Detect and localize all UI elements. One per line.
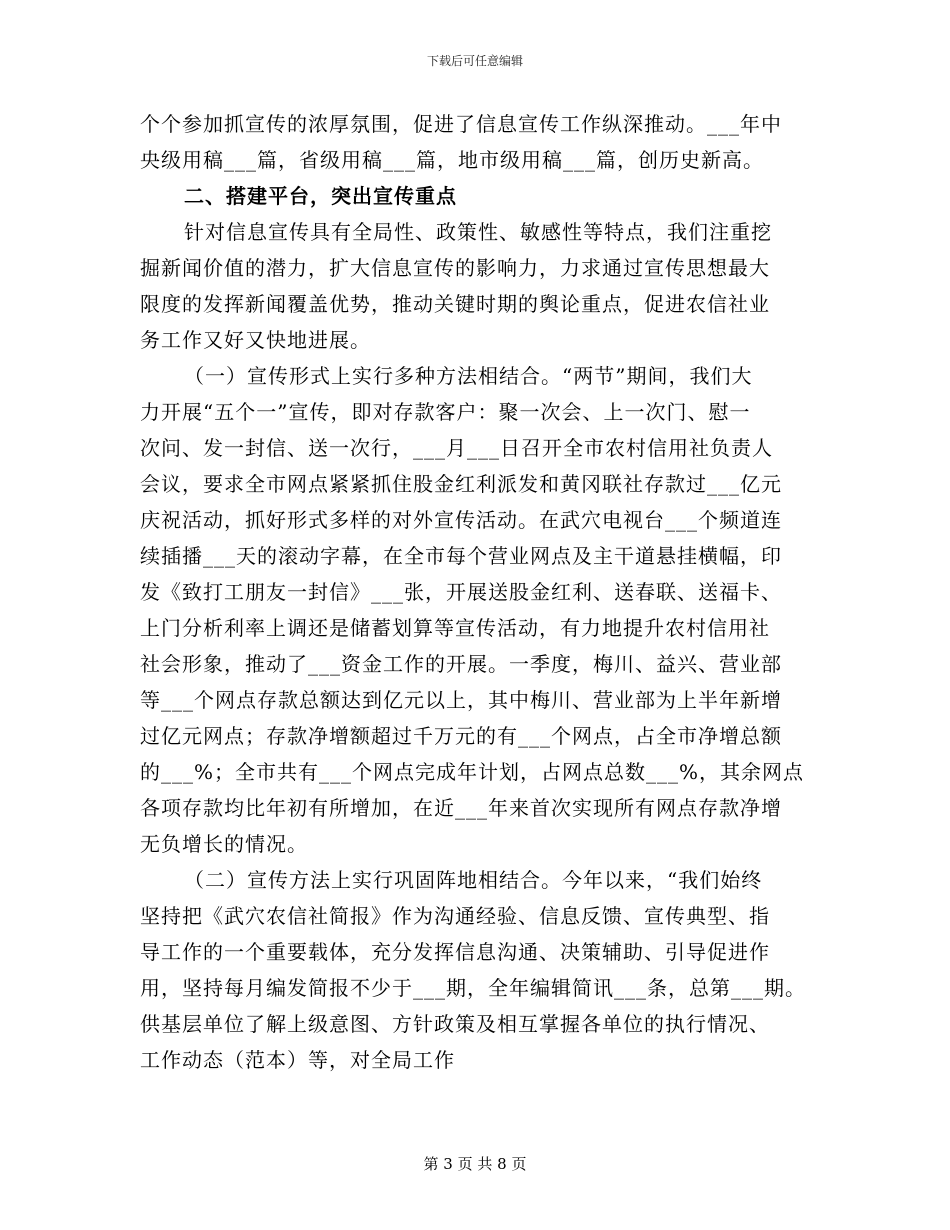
text-line: 上门分析利率上调还是储蓄划算等宣传活动，有力地提升农村信用社 — [140, 616, 770, 640]
text-line: 工作动态（范本）等，对全局工作 — [140, 1048, 455, 1072]
text-line: 务工作又好又快地进展。 — [140, 328, 371, 352]
text-line: 个个参加抓宣传的浓厚氛围，促进了信息宣传工作纵深推动。___年中 — [140, 112, 782, 136]
page-footer: 第 3 页 共 8 页 — [423, 1155, 527, 1173]
text-line: 针对信息宣传具有全局性、政策性、敏感性等特点，我们注重挖 — [184, 220, 772, 244]
text-line: 过亿元网点；存款净增额超过千万元的有___个网点，占全市净增总额 — [140, 724, 782, 748]
text-line: 等___个网点存款总额达到亿元以上，其中梅川、营业部为上半年新增 — [140, 688, 782, 712]
text-line: 次问、发一封信、送一次行，___月___日召开全市农村信用社负责人 — [140, 436, 773, 460]
text-line: 用，坚持每月编发简报不少于___期，全年编辑简讯___条，总第___期。 — [140, 976, 806, 1000]
text-line: 央级用稿___篇，省级用稿___篇，地市级用稿___篇，创历史新高。 — [140, 148, 764, 172]
text-line: 无负增长的情况。 — [140, 832, 308, 856]
text-line: 各项存款均比年初有所增加，在近___年来首次实现所有网点存款净增 — [140, 796, 782, 820]
text-line: 会议，要求全市网点紧紧抓住股金红利派发和黄冈联社存款过___亿元 — [140, 472, 782, 496]
text-line: （一）宣传形式上实行多种方法相结合。“两节”期间，我们大 — [184, 364, 753, 388]
section-heading: 二、搭建平台，突出宣传重点 — [184, 184, 457, 208]
text-line: 坚持把《武穴农信社简报》作为沟通经验、信息反馈、宣传典型、指 — [140, 904, 770, 928]
text-line: 力开展“五个一”宣传，即对存款客户：聚一次会、上一次门、慰一 — [140, 400, 751, 424]
document-body — [140, 106, 820, 1078]
text-line: 发《致打工朋友一封信》___张，开展送股金红利、送春联、送福卡、 — [140, 580, 782, 604]
text-line: 导工作的一个重要载体，充分发挥信息沟通、决策辅助、引导促进作 — [140, 940, 770, 964]
text-line: 的___%；全市共有___个网点完成年计划，占网点总数___%，其余网点 — [140, 760, 805, 784]
text-line: 续插播___天的滚动字幕，在全市每个营业网点及主干道悬挂横幅，印 — [140, 544, 782, 568]
text-line: 限度的发挥新闻覆盖优势，推动关键时期的舆论重点，促进农信社业 — [140, 292, 770, 316]
text-line: 社会形象，推动了___资金工作的开展。一季度，梅川、益兴、营业部 — [140, 652, 782, 676]
text-line: 掘新闻价值的潜力，扩大信息宣传的影响力，力求通过宣传思想最大 — [140, 256, 770, 280]
text-line: 供基层单位了解上级意图、方针政策及相互掌握各单位的执行情况、 — [140, 1012, 770, 1036]
page-header: 下载后可任意编辑 — [426, 54, 523, 68]
text-line: 庆祝活动，抓好形式多样的对外宣传活动。在武穴电视台___个频道连 — [140, 508, 782, 532]
text-line: （二）宣传方法上实行巩固阵地相结合。今年以来，“我们始终 — [184, 868, 763, 892]
